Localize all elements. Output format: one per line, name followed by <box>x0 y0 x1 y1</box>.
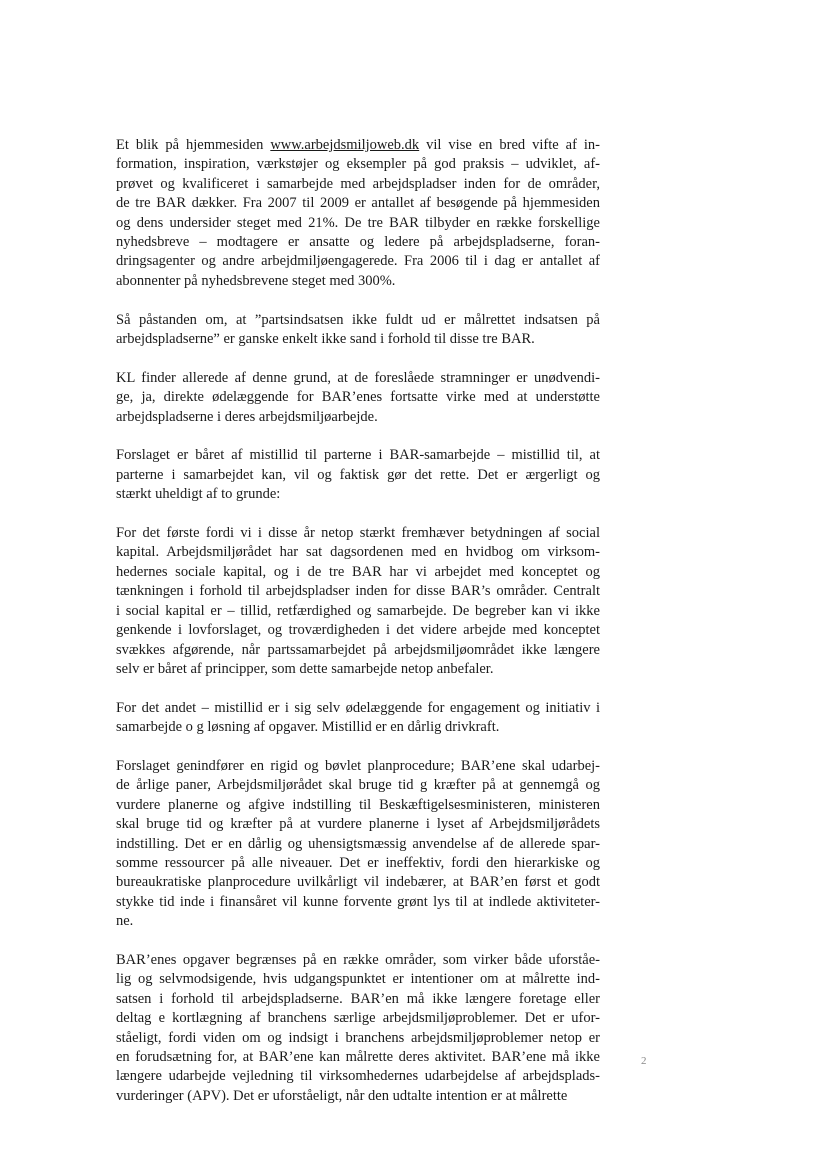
text-line <box>116 214 600 233</box>
text-line <box>116 175 600 194</box>
text-segment: indstilling. Det er en dårlig og uhensigtsmæssig anvendelse af de allerede spar- <box>116 835 600 852</box>
text-segment: dringsagenter og andre arbejdmiljøengagerede. Fra 2006 til i dag er antallet af <box>116 253 600 270</box>
text-segment: de tre BAR dækker. Fra 2007 til 2009 er antallet af besøgende på hjemmesiden <box>116 195 600 212</box>
paragraph <box>116 757 600 932</box>
text-line <box>116 641 600 660</box>
text-segment: vil vise en bred vifte af in- <box>419 137 600 153</box>
text-segment: deltag e kortlægning af branchens særlige arbejdsmiljøproblemer. Det er ufor- <box>116 1010 600 1027</box>
text-segment: lig og selvmodsigende, hvis udgangspunktet er intentioner om at målrette ind- <box>116 971 600 988</box>
text-segment: genkende i lovforslaget, og troværdigheden i det videre arbejde med konceptet <box>116 622 600 639</box>
text-segment: bureaukratiske planprocedure uvilkårligt vil indebærer, at BAR’en først et godt <box>116 874 600 891</box>
text-segment: og dens undersider steget med 21%. De tre BAR tilbyder en række forskellige <box>116 214 600 231</box>
text-segment: Et blik på hjemmesiden <box>116 137 271 153</box>
text-line <box>116 1009 600 1028</box>
text-line <box>116 311 600 330</box>
paragraph <box>116 951 600 1106</box>
text-line <box>116 543 600 562</box>
text-segment: ne. <box>116 913 134 930</box>
text-line <box>116 388 600 407</box>
text-line <box>116 1048 600 1067</box>
text-line <box>116 970 600 989</box>
text-line <box>116 990 600 1009</box>
text-line <box>116 524 600 543</box>
text-line <box>116 252 600 271</box>
text-segment: skal bruge tid og kræfter på at vurdere planerne i lyset af Arbejdsmiljørådets <box>116 816 600 833</box>
text-line <box>116 369 600 388</box>
text-segment: stykke tid inde i finansåret vil kunne forvente grønt lys til at indlede aktiviteter- <box>116 893 600 910</box>
text-segment: arbejdspladserne i deres arbejdsmiljøarbejde. <box>116 408 378 425</box>
text-line <box>116 951 600 970</box>
text-segment: satsen i forhold til arbejdspladserne. BAR’en må ikke længere foretage eller <box>116 990 600 1007</box>
text-segment: parterne i samarbejdet kan, vil og faktisk gør det rette. Det er ærgerligt og <box>116 466 600 483</box>
text-line <box>116 699 600 718</box>
text-line <box>116 718 600 737</box>
text-line <box>116 1087 600 1106</box>
text-segment: de årlige paner, Arbejdsmiljørådet skal bruge tid g kræfter på at gennemgå og <box>116 777 600 794</box>
text-line <box>116 194 600 213</box>
text-line <box>116 563 600 582</box>
page-number: 2 <box>641 1055 647 1067</box>
text-line <box>116 815 600 834</box>
text-line <box>116 136 600 155</box>
text-line <box>116 757 600 776</box>
text-line <box>116 582 600 601</box>
paragraph <box>116 446 600 504</box>
text-line <box>116 1067 600 1086</box>
text-segment: nyhedsbreve – modtagere er ansatte og ledere på arbejdspladserne, foran- <box>116 234 600 251</box>
text-line <box>116 272 600 291</box>
text-segment: BAR’enes opgaver begrænses på en række områder, som virker både uforståe- <box>116 951 600 968</box>
text-line <box>116 602 600 621</box>
text-line <box>116 660 600 679</box>
text-line <box>116 873 600 892</box>
text-segment: i social kapital er – tillid, retfærdighed og samarbejde. De begreber kan vi ikke <box>116 602 600 619</box>
text-segment: ge, ja, direkte ødelæggende for BAR’enes fortsatte virke med at understøtte <box>116 389 600 406</box>
text-segment: kapital. Arbejdsmiljørådet har sat dagsordenen med en hvidbog om virksom- <box>116 544 600 561</box>
text-line <box>116 466 600 485</box>
body-text <box>116 136 600 1126</box>
text-line <box>116 796 600 815</box>
text-line <box>116 408 600 427</box>
text-segment: arbejdspladserne” er ganske enkelt ikke sand i forhold til disse tre BAR. <box>116 331 535 348</box>
paragraph <box>116 699 600 738</box>
text-segment: samarbejde o g løsning af opgaver. Mistillid er en dårlig drivkraft. <box>116 719 500 736</box>
text-segment: Forslaget genindfører en rigid og bøvlet planprocedure; BAR’ene skal udarbej- <box>116 757 600 774</box>
text-segment: somme ressourcer på alle niveauer. Det er ineffektiv, fordi den hierarkiske og <box>116 854 600 871</box>
text-line <box>116 1029 600 1048</box>
text-segment: For det første fordi vi i disse år netop stærkt fremhæver betydningen af social <box>116 525 600 542</box>
text-segment: Forslaget er båret af mistillid til parterne i BAR-samarbejde – mistillid til, at <box>116 447 600 464</box>
text-segment: prøvet og kvalificeret i samarbejde med arbejdspladser inden for de områder, <box>116 175 600 192</box>
text-segment: svækkes afgørende, når partssamarbejdet på arbejdsmiljøområdet ikke længere <box>116 641 600 658</box>
text-segment: vurdere planerne og afgive indstilling til Beskæftigelsesministeren, ministeren <box>116 796 600 813</box>
text-line <box>116 446 600 465</box>
text-segment: tænkningen i forhold til arbejdspladser inden for disse BAR’s områder. Centralt <box>116 583 600 600</box>
text-line <box>116 854 600 873</box>
paragraph <box>116 311 600 350</box>
text-segment: For det andet – mistillid er i sig selv ødelæggende for engagement og initiativ i <box>116 699 600 716</box>
website-link[interactable]: www.arbejdsmiljoweb.dk <box>270 137 420 153</box>
text-line <box>116 621 600 640</box>
text-segment: abonnenter på nyhedsbrevene steget med 300%. <box>116 272 396 289</box>
text-segment: stærkt uheldigt af to grunde: <box>116 486 281 503</box>
text-line <box>116 485 600 504</box>
text-segment: hedernes sociale kapital, og i de tre BAR har vi arbejdet med konceptet og <box>116 563 600 580</box>
text-line <box>116 776 600 795</box>
text-line <box>116 912 600 931</box>
text-segment: en forudsætning for, at BAR’ene kan målrette deres aktivitet. BAR’ene må ikke <box>116 1048 600 1065</box>
text-line <box>116 893 600 912</box>
text-segment: Så påstanden om, at ”partsindsatsen ikke fuldt ud er målrettet indsatsen på <box>116 311 600 328</box>
text-segment: selv er båret af principper, som dette samarbejde netop anbefaler. <box>116 660 494 677</box>
text-line <box>116 233 600 252</box>
text-line <box>116 835 600 854</box>
text-segment: formation, inspiration, værkstøjer og eksempler på god praksis – udviklet, af- <box>116 156 600 173</box>
text-line <box>116 330 600 349</box>
text-segment: vurderinger (APV). Det er uforståeligt, når den udtalte intention er at målrette <box>116 1087 568 1104</box>
text-segment: længere udarbejde vejledning til virksomhedernes udarbejdelse af arbejdsplads- <box>116 1068 600 1085</box>
text-line <box>116 155 600 174</box>
text-segment: KL finder allerede af denne grund, at de foreslåede stramninger er unødvendi- <box>116 369 600 386</box>
paragraph <box>116 136 600 291</box>
paragraph <box>116 369 600 427</box>
text-segment: ståeligt, fordi viden om og indsigt i branchens arbejdsmiljøproblemer netop er <box>116 1029 600 1046</box>
paragraph <box>116 524 600 679</box>
